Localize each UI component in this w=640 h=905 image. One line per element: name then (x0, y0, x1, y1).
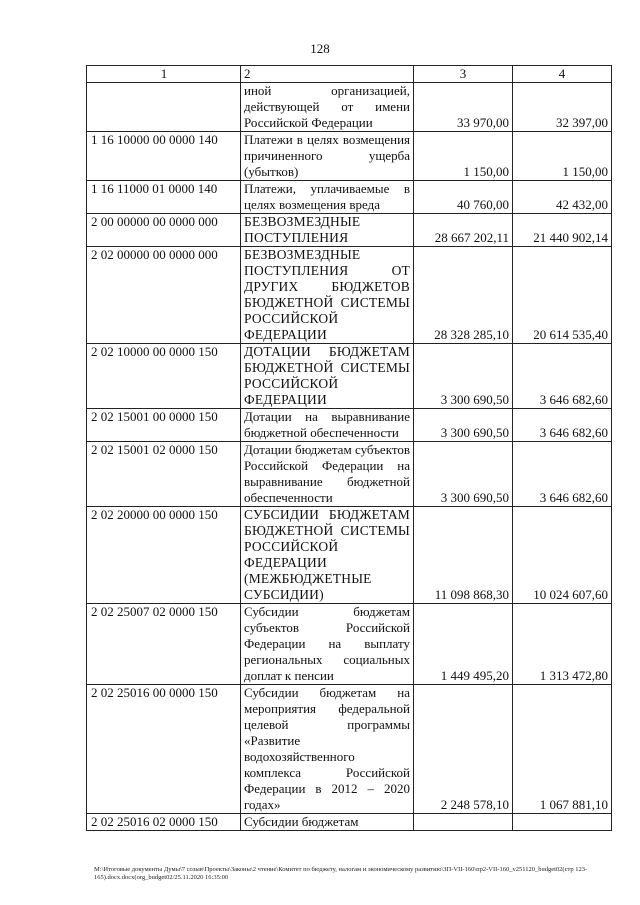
row-value-col4-cell: 1 313 472,80 (513, 604, 612, 685)
row-value-col3-cell: 3 300 690,50 (414, 442, 513, 507)
row-value-col4-cell: 42 432,00 (513, 181, 612, 214)
table-row (87, 344, 612, 409)
row-name-cell: Платежи в целях возмещения причиненного ущерба (убытков) (241, 132, 414, 181)
row-value-col4-cell: 10 024 607,60 (513, 507, 612, 604)
row-value-col3-cell: 28 328 285,10 (414, 247, 513, 344)
row-value-col4-cell: 21 440 902,14 (513, 214, 612, 247)
table-row (87, 685, 612, 814)
table-header-row (87, 66, 612, 83)
row-name-cell: БЕЗВОЗМЕЗДНЫЕ ПОСТУПЛЕНИЯ (241, 214, 414, 247)
column-header-value-3: 3 (414, 66, 513, 83)
document-file-path-footer: M:\Итоговые документы Думы\7 созыв\Проекты\Законы\2 чтение\Комитет по бюджету, налогам и экономическому развитию\ЗП-VII-160\пр2-VII-160_v251120_budget02(стр 123-165).docx.docx(org_budget02/25.11.2020 16:35:00 (94, 866, 588, 881)
row-name-cell: Дотации на выравнивание бюджетной обеспеченности (241, 409, 414, 442)
row-name-cell: иной организацией, действующей от имени Российской Федерации (241, 83, 414, 132)
row-code-cell: 2 02 20000 00 0000 150 (87, 507, 241, 604)
table-row (87, 507, 612, 604)
row-value-col4-cell: 32 397,00 (513, 83, 612, 132)
row-name-cell: Субсидии бюджетам (241, 814, 414, 831)
row-value-col3-cell: 1 449 495,20 (414, 604, 513, 685)
column-header-name: 2 (241, 66, 414, 83)
row-name-cell: Дотации бюджетам субъектов Российской Федерации на выравнивание бюджетной обеспеченности (241, 442, 414, 507)
row-name-cell: СУБСИДИИ БЮДЖЕТАМ БЮДЖЕТНОЙ СИСТЕМЫ РОССИЙСКОЙ ФЕДЕРАЦИИ (МЕЖБЮДЖЕТНЫЕ СУБСИДИИ) (241, 507, 414, 604)
row-value-col3-cell (414, 814, 513, 831)
row-name-cell: Субсидии бюджетам субъектов Российской Федерации на выплату региональных социальных доплат к пенсии (241, 604, 414, 685)
row-name-cell: БЕЗВОЗМЕЗДНЫЕ ПОСТУПЛЕНИЯ ОТ ДРУГИХ БЮДЖЕТОВ БЮДЖЕТНОЙ СИСТЕМЫ РОССИЙСКОЙ ФЕДЕРАЦИИ (241, 247, 414, 344)
table-row (87, 814, 612, 831)
row-value-col3-cell: 3 300 690,50 (414, 409, 513, 442)
row-code-cell: 2 02 10000 00 0000 150 (87, 344, 241, 409)
row-value-col4-cell: 3 646 682,60 (513, 344, 612, 409)
row-value-col4-cell: 1 067 881,10 (513, 685, 612, 814)
table-row (87, 442, 612, 507)
table-row (87, 181, 612, 214)
row-value-col3-cell: 40 760,00 (414, 181, 513, 214)
row-code-cell: 2 02 25016 00 0000 150 (87, 685, 241, 814)
budget-revenue-table (86, 65, 612, 831)
row-code-cell (87, 83, 241, 132)
row-code-cell: 2 02 15001 00 0000 150 (87, 409, 241, 442)
row-value-col4-cell: 20 614 535,40 (513, 247, 612, 344)
row-value-col3-cell: 11 098 868,30 (414, 507, 513, 604)
table-row (87, 604, 612, 685)
table-row (87, 83, 612, 132)
row-code-cell: 2 02 00000 00 0000 000 (87, 247, 241, 344)
table-row (87, 409, 612, 442)
row-value-col3-cell: 1 150,00 (414, 132, 513, 181)
row-name-cell: ДОТАЦИИ БЮДЖЕТАМ БЮДЖЕТНОЙ СИСТЕМЫ РОССИЙСКОЙ ФЕДЕРАЦИИ (241, 344, 414, 409)
row-code-cell: 2 02 25007 02 0000 150 (87, 604, 241, 685)
page-number: 128 (310, 41, 330, 56)
row-name-cell: Субсидии бюджетам на мероприятия федеральной целевой программы «Развитие водохозяйственного комплекса Российской Федерации в 2012 – 2020 годах» (241, 685, 414, 814)
row-code-cell: 2 00 00000 00 0000 000 (87, 214, 241, 247)
row-code-cell: 2 02 15001 02 0000 150 (87, 442, 241, 507)
row-code-cell: 1 16 11000 01 0000 140 (87, 181, 241, 214)
column-header-value-4: 4 (513, 66, 612, 83)
table-row (87, 214, 612, 247)
row-code-cell: 2 02 25016 02 0000 150 (87, 814, 241, 831)
row-value-col3-cell: 3 300 690,50 (414, 344, 513, 409)
row-value-col4-cell: 1 150,00 (513, 132, 612, 181)
row-name-cell: Платежи, уплачиваемые в целях возмещения вреда (241, 181, 414, 214)
row-value-col3-cell: 33 970,00 (414, 83, 513, 132)
row-value-col4-cell: 3 646 682,60 (513, 409, 612, 442)
table-row (87, 132, 612, 181)
row-value-col3-cell: 2 248 578,10 (414, 685, 513, 814)
column-header-code: 1 (87, 66, 241, 83)
row-value-col3-cell: 28 667 202,11 (414, 214, 513, 247)
row-value-col4-cell (513, 814, 612, 831)
table-row (87, 247, 612, 344)
row-value-col4-cell: 3 646 682,60 (513, 442, 612, 507)
row-code-cell: 1 16 10000 00 0000 140 (87, 132, 241, 181)
